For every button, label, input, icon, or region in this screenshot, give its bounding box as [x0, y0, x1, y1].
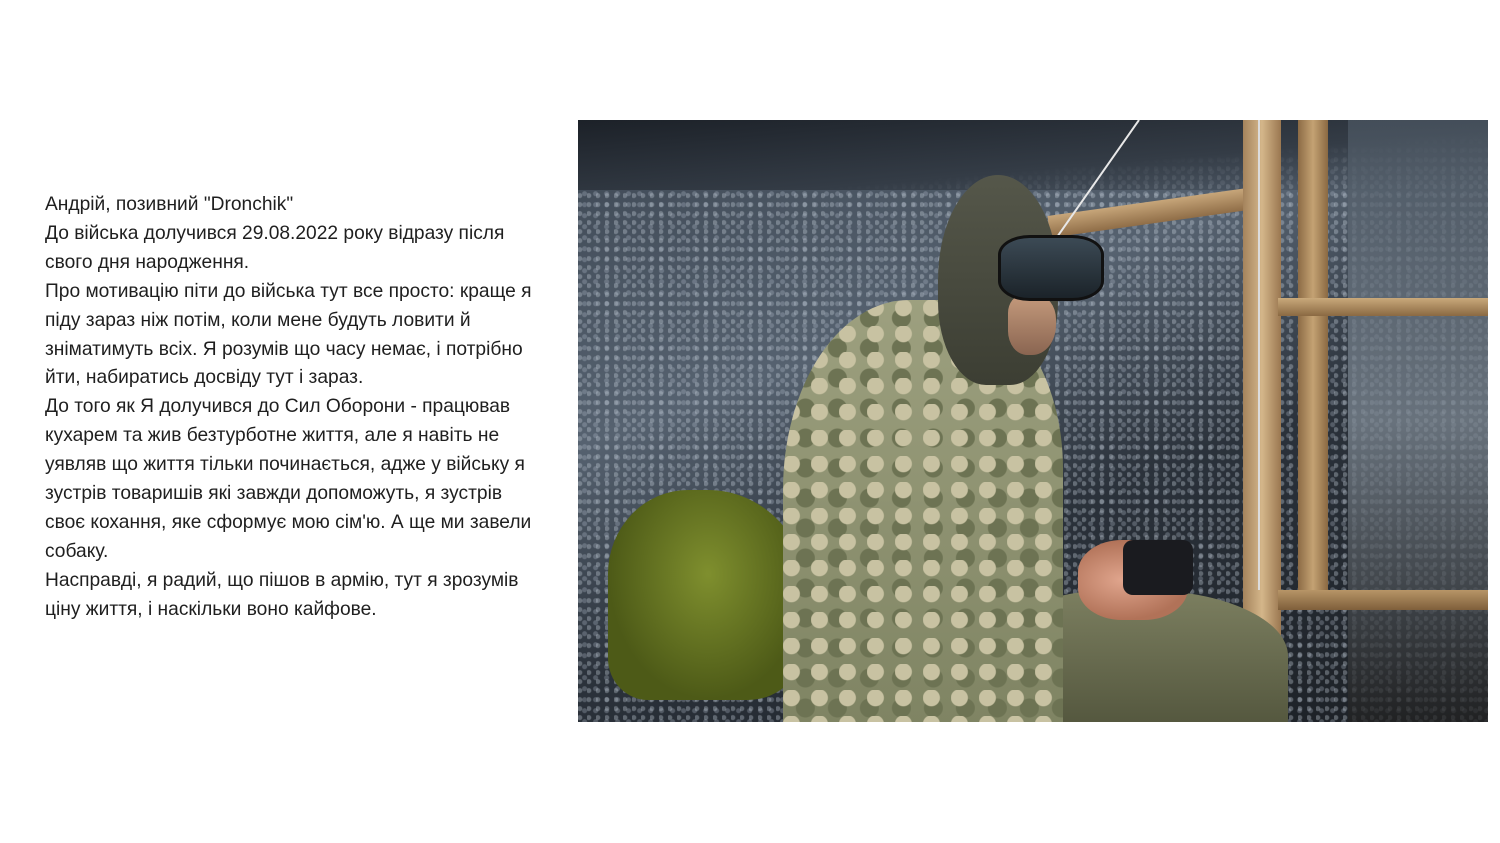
soldier-face — [1008, 295, 1056, 355]
back-wall — [1348, 120, 1488, 722]
fpv-goggles — [998, 235, 1104, 301]
story-paragraph-joined: До війська долучився 29.08.2022 року відразу після свого дня народження. — [45, 222, 505, 273]
soldier-photo — [578, 120, 1488, 722]
wooden-post — [1243, 120, 1281, 640]
wooden-shelf — [1278, 590, 1488, 610]
wooden-shelf — [1278, 298, 1488, 316]
wooden-post — [1298, 120, 1328, 600]
drone-controller — [1123, 540, 1193, 595]
sleeping-bag — [608, 490, 808, 700]
cable — [1258, 120, 1260, 590]
story-paragraph-before-army: До того як Я долучився до Сил Оборони - працював кухарем та жив безтурботне життя, але я навіть не уявляв що життя тільки починається, адже у війську я зустрів товаришів які завжди допоможуть, я зустрів своє кохання, яке сформує мою сім'ю. А ще ми завели собаку. — [45, 396, 532, 562]
story-text — [45, 191, 545, 625]
story-paragraph-motivation: Про мотивацію піти до війська тут все просто: краще я піду зараз ніж потім, коли мене будуть ловити й зніматимуть всіх. Я розумів що часу немає, і потрібно йти, набиратись досвіду тут і зараз. — [45, 280, 532, 389]
story-paragraph-conclusion: Насправді, я радий, що пішов в армію, тут я зрозумів ціну життя, і наскільки воно кайфове. — [45, 569, 519, 620]
story-paragraph-callsign: Андрій, позивний "Dronchik" — [45, 194, 294, 215]
